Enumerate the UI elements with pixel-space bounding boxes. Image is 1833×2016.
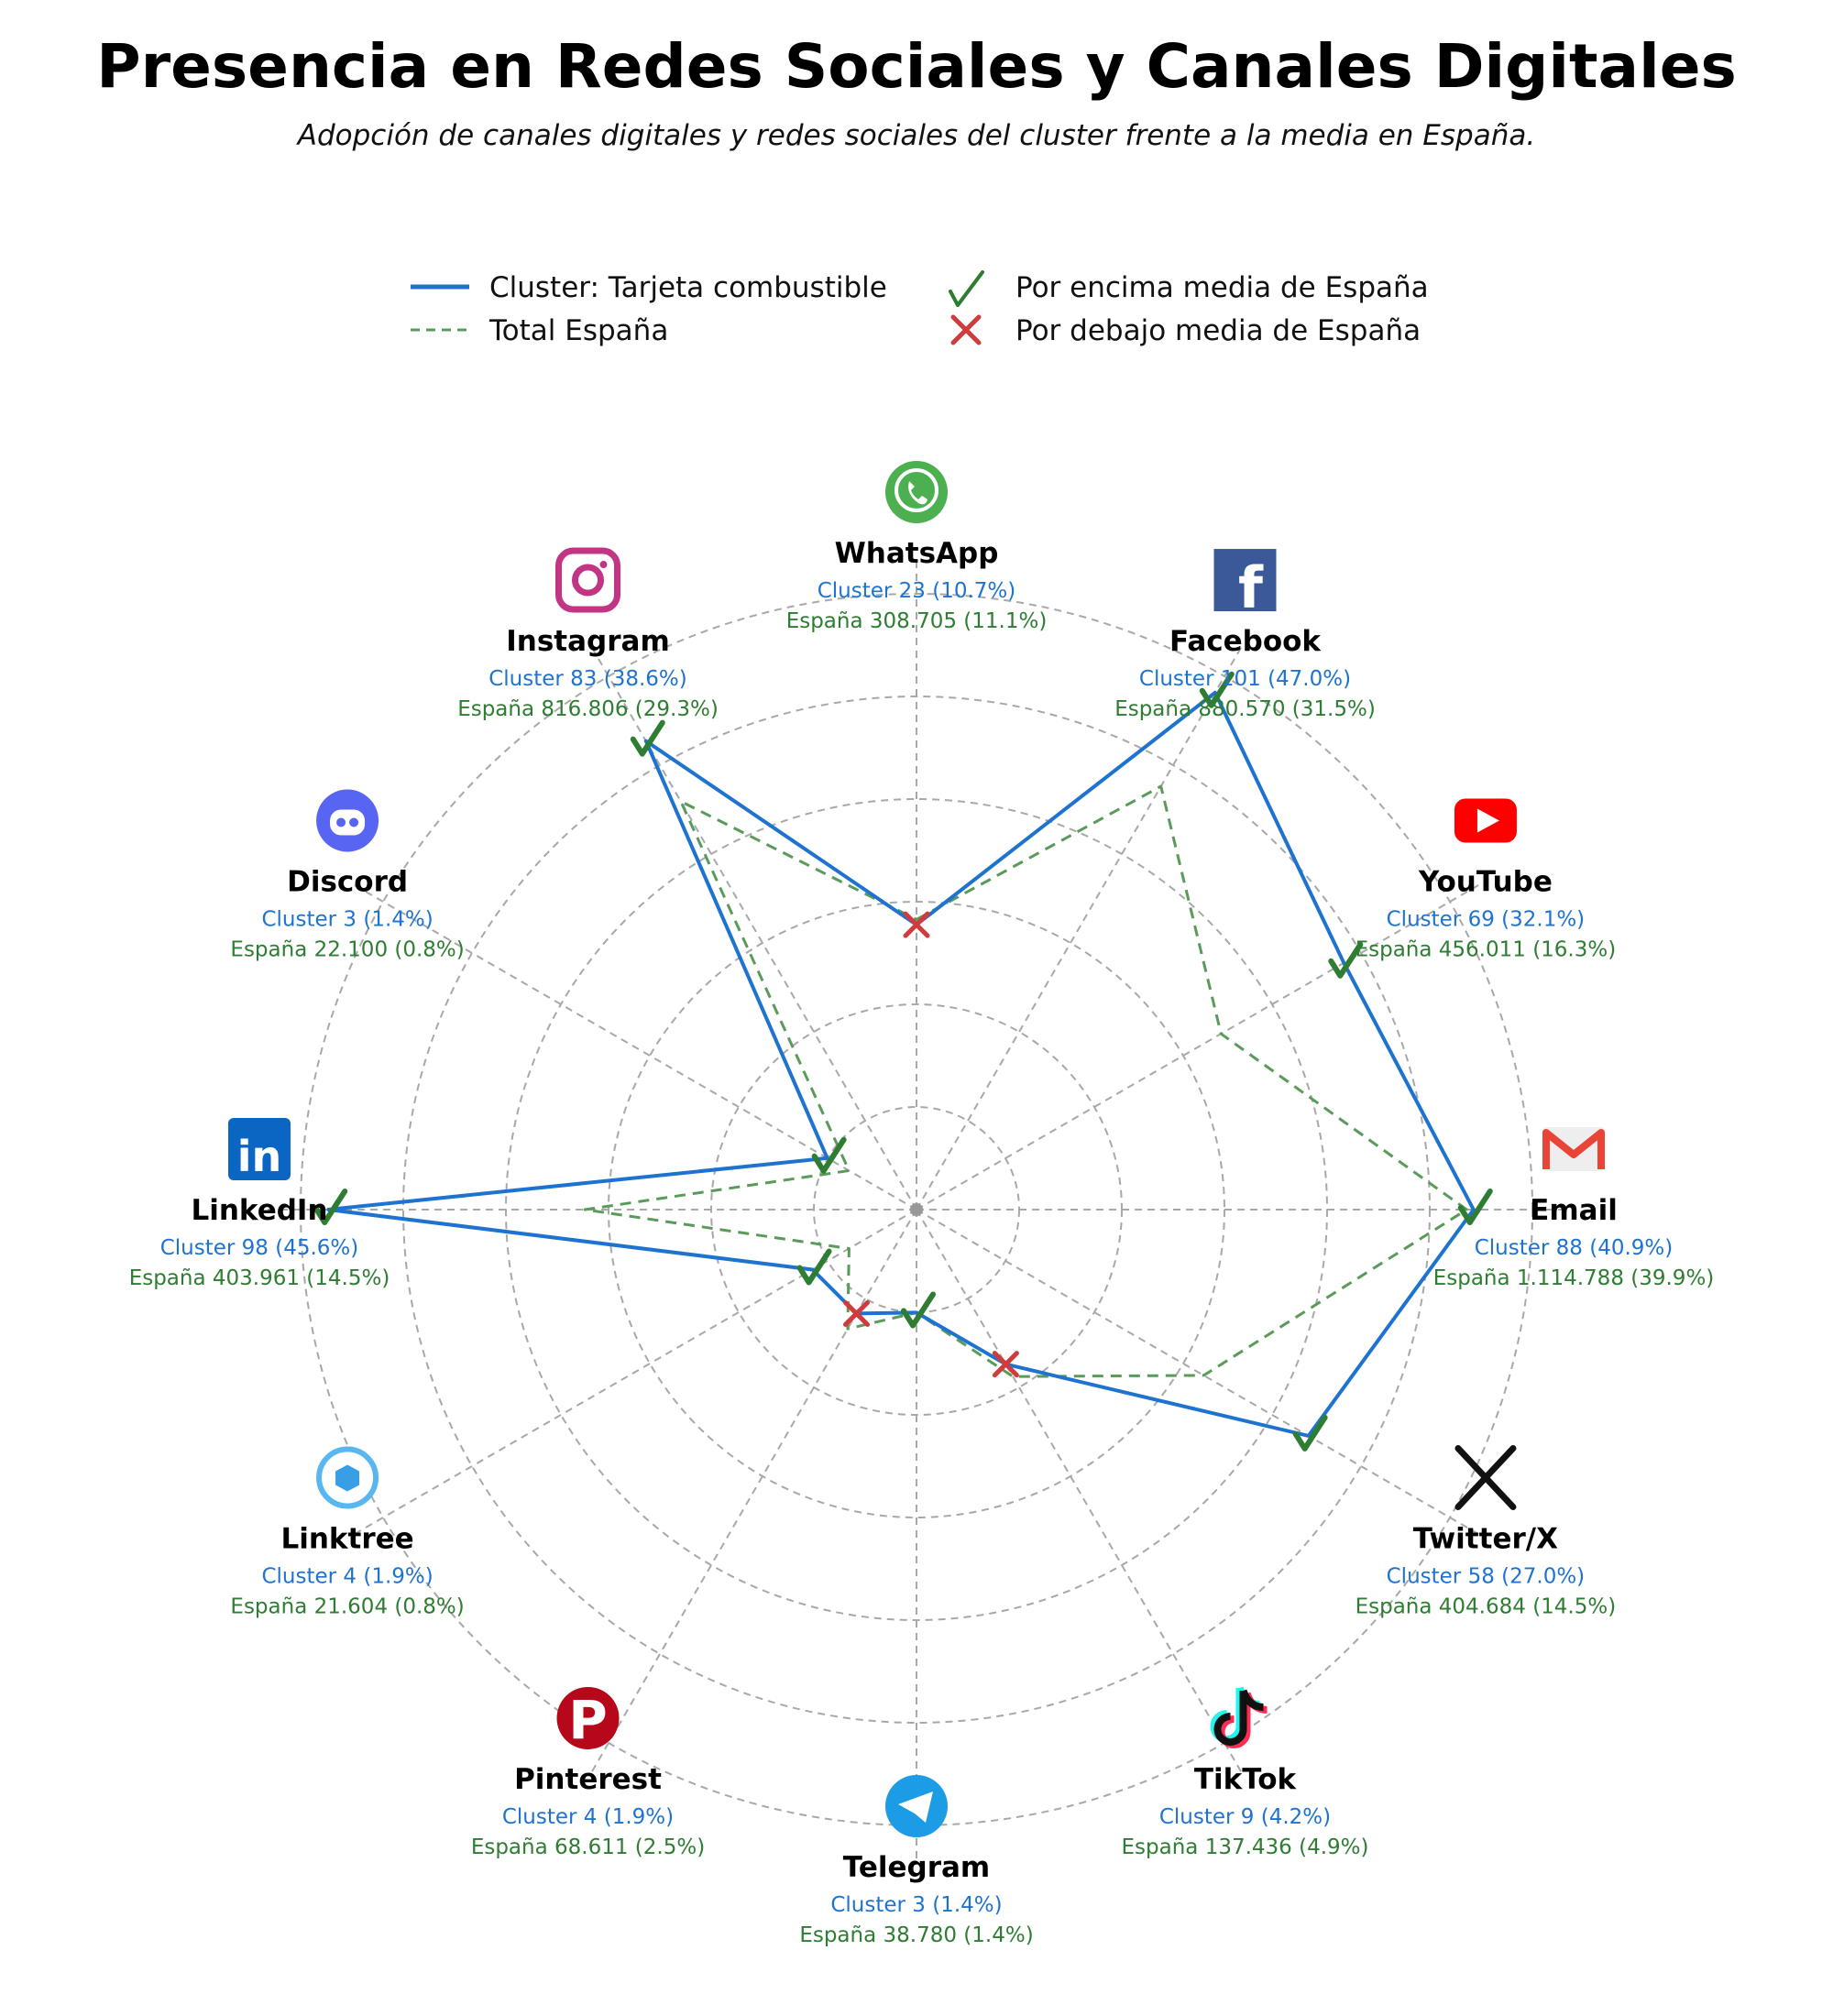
facebook-icon xyxy=(1214,549,1277,621)
legend-cluster-label: Cluster: Tarjeta combustible xyxy=(489,271,887,304)
axis-name: TikTok xyxy=(1193,1762,1297,1796)
grid-center-dot xyxy=(910,1203,923,1216)
cluster-value-label: Cluster 4 (1.9%) xyxy=(261,1564,434,1589)
cluster-value-label: Cluster 98 (45.6%) xyxy=(159,1236,359,1260)
cluster-value-label: Cluster 101 (47.0%) xyxy=(1138,667,1352,692)
cluster-value-label: Cluster 23 (10.7%) xyxy=(817,579,1016,603)
axis-name: WhatsApp xyxy=(834,537,999,570)
svg-text:f: f xyxy=(1238,554,1263,622)
axis-name: LinkedIn xyxy=(191,1194,328,1227)
cluster-value-label: Cluster 83 (38.6%) xyxy=(488,667,687,692)
spain-value-label: España 308.705 (11.1%) xyxy=(785,609,1048,633)
spain-value-label: España 404.684 (14.5%) xyxy=(1355,1594,1617,1619)
chart-subtitle: Adopción de canales digitales y redes sociales del cluster frente a la media en España. xyxy=(297,119,1536,152)
radar-series xyxy=(328,693,1474,1436)
telegram-icon xyxy=(885,1775,948,1837)
axis-label-twitter-x xyxy=(1356,1449,1617,1619)
spain-series-line xyxy=(585,786,1466,1376)
below-average-cross-icon xyxy=(906,914,927,936)
spain-value-label: España 21.604 (0.8%) xyxy=(230,1594,465,1619)
tiktok-icon xyxy=(1214,1688,1268,1745)
axis-label-linkedin xyxy=(129,1118,390,1290)
svg-text:P: P xyxy=(568,1688,608,1751)
axis-name: Telegram xyxy=(842,1851,991,1884)
grid-spoke xyxy=(355,1210,916,1534)
svg-text:in: in xyxy=(236,1132,282,1181)
axis-label-telegram xyxy=(799,1775,1033,1947)
axis-name: Twitter/X xyxy=(1412,1522,1558,1556)
discord-icon xyxy=(316,790,379,852)
axis-label-tiktok xyxy=(1122,1688,1369,1859)
cluster-series-line xyxy=(328,693,1474,1436)
linktree-icon xyxy=(319,1450,376,1507)
spain-value-label: España 22.100 (0.8%) xyxy=(230,937,465,962)
radar-markers xyxy=(315,674,1490,1449)
spain-value-label: España 38.780 (1.4%) xyxy=(799,1923,1034,1947)
grid-spoke xyxy=(592,1210,916,1771)
spain-value-label: España 456.011 (16.3%) xyxy=(1355,937,1617,962)
pinterest-icon xyxy=(557,1687,620,1751)
axis-label-linktree xyxy=(230,1450,464,1619)
grid-spoke xyxy=(916,1210,1241,1771)
spain-value-label: España 1.114.788 (39.9%) xyxy=(1432,1266,1715,1290)
legend-cross-icon xyxy=(953,317,979,343)
gmail-icon xyxy=(1542,1127,1605,1171)
axis-name: Facebook xyxy=(1169,625,1322,659)
cluster-value-label: Cluster 9 (4.2%) xyxy=(1158,1804,1332,1829)
legend-above-label: Por encima media de España xyxy=(1015,271,1429,304)
grid-spoke xyxy=(916,648,1241,1210)
cluster-value-label: Cluster 3 (1.4%) xyxy=(261,907,434,932)
spain-value-label: España 880.570 (31.5%) xyxy=(1114,697,1376,722)
legend-spain-label: Total España xyxy=(489,314,669,347)
axis-name: Linktree xyxy=(280,1522,414,1556)
spain-value-label: España 403.961 (14.5%) xyxy=(128,1266,390,1290)
cluster-value-label: Cluster 88 (40.9%) xyxy=(1474,1236,1674,1260)
axis-label-whatsapp xyxy=(786,461,1048,633)
legend xyxy=(411,271,1429,347)
axis-name: YouTube xyxy=(1418,865,1553,899)
spain-value-label: España 137.436 (4.9%) xyxy=(1121,1835,1369,1859)
youtube-icon xyxy=(1454,799,1517,843)
instagram-icon xyxy=(559,551,618,609)
axis-name: Pinterest xyxy=(514,1762,662,1796)
whatsapp-icon xyxy=(885,461,948,523)
x-icon xyxy=(1458,1449,1513,1507)
grid-spoke xyxy=(592,648,916,1210)
axis-label-youtube xyxy=(1356,799,1617,962)
spain-value-label: España 68.611 (2.5%) xyxy=(470,1835,706,1859)
axis-name: Discord xyxy=(287,865,409,899)
cluster-value-label: Cluster 3 (1.4%) xyxy=(830,1893,1003,1917)
axis-name: Email xyxy=(1530,1194,1618,1227)
cluster-value-label: Cluster 4 (1.9%) xyxy=(501,1804,675,1829)
axis-label-facebook xyxy=(1114,549,1376,721)
chart-title: Presencia en Redes Sociales y Canales Digitales xyxy=(96,31,1737,102)
legend-check-icon xyxy=(950,272,982,305)
radar-grid xyxy=(268,561,1565,1858)
axis-label-discord xyxy=(230,790,464,962)
cluster-value-label: Cluster 58 (27.0%) xyxy=(1386,1564,1586,1589)
axis-name: Instagram xyxy=(506,625,670,659)
linkedin-icon xyxy=(228,1118,291,1181)
axis-label-instagram xyxy=(457,551,719,721)
cluster-value-label: Cluster 69 (32.1%) xyxy=(1386,907,1586,932)
legend-below-label: Por debajo media de España xyxy=(1015,314,1421,347)
spain-value-label: España 816.806 (29.3%) xyxy=(457,697,719,722)
